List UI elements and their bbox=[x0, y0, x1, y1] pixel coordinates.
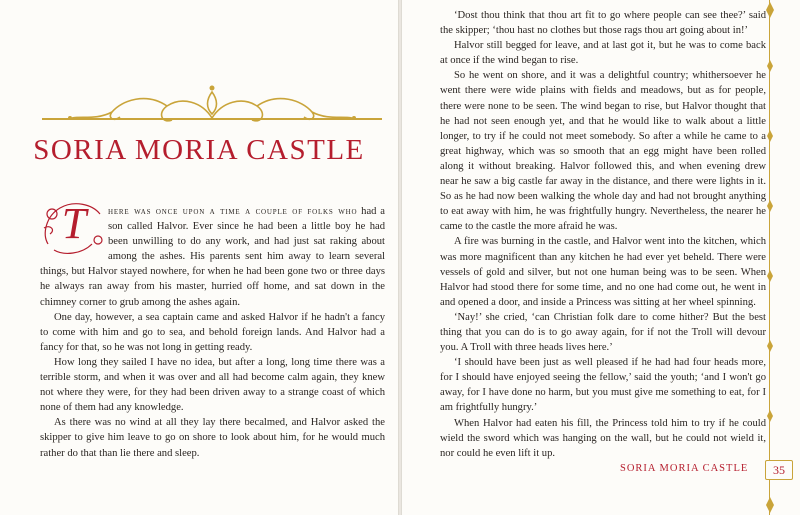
page-number: 35 bbox=[765, 460, 793, 480]
paragraph: ‘Dost thou think that thou art fit to go where people can see thee?’ said the skipper; ‘thou hast no clothes but those rags thou art going about in!’ bbox=[440, 10, 766, 37]
left-page bbox=[0, 0, 398, 515]
paragraph: ‘I should have been just as well pleased if he had had four heads more, for I should have enjoyed seeing the fellow,’ said the youth; ‘and I won't go away, for I have done no harm, but you must give me something to eat, for I am frightfully hungry.’ bbox=[440, 357, 766, 414]
paragraph-text: had a son called Halvor. Ever since he had been a little boy he had been unwilling to do any work, and had just sat raking about among the ashes. His parents sent him away to learn several things, but Halvor stayed nowhere, for when he had been gone two or three days he always ran away from his master, hurried off home, and sat down in the chimney corner to grub among the ashes again. bbox=[40, 206, 385, 308]
running-footer: SORIA MORIA CASTLE bbox=[620, 463, 749, 474]
title-ornament bbox=[42, 82, 382, 132]
drop-cap bbox=[40, 194, 108, 258]
opening-smallcaps: here was once upon a time a couple of folks who bbox=[108, 206, 358, 217]
page-border-ornament bbox=[763, 0, 777, 515]
title-rule bbox=[42, 118, 382, 120]
paragraph: A fire was burning in the castle, and Halvor went into the kitchen, which was more magnificent than any kitchen he had ever yet beheld. There were vessels of gold and silver, but not one human being was to be seen. When Halvor had stood there for some time, and no one had come out, he went in and opened a door, and inside a Princess was sitting at her wheel spinning. bbox=[440, 236, 766, 308]
paragraph: So he went on shore, and it was a delightful country; whithersoever he went there were wide plains with fields and meadows, but as for people, there were none to be seen. The wind began to rise, but Halvor thought that he had not seen enough yet, and that he would like to walk about a little longer, to try if he could not meet somebody. So after a while he came to a great highway, which was so smooth that an egg might have been rolled along it without breaking. Halvor followed this, and when evening drew near he saw a big castle far away in the distance, and there were lights in it. So as he had now been walking the whole day and had not brought anything to eat away with him, he was frightfully hungry. Nevertheless, the nearer he came to the castle the more afraid he was. bbox=[440, 70, 766, 233]
chapter-title: SORIA MORIA CASTLE bbox=[33, 134, 365, 166]
paragraph: How long they sailed I have no idea, but after a long, long time there was a terrible storm, and when it was over and all had become calm again, they knew not where they were, for they had been driven away to a strange coast of which none of them had any knowledge. bbox=[40, 356, 385, 414]
drop-cap-letter: T bbox=[61, 199, 87, 248]
paragraph: One day, however, a sea captain came and asked Halvor if he hadn't a fancy to come with him and go to sea, and behold foreign lands. And Halvor had a fancy for that, so he was not long in getting ready. bbox=[40, 311, 385, 353]
paragraph: When Halvor had eaten his fill, the Princess told him to try if he could wield the sword which was hanging on the wall, but he could not wield it, nor could he even lift it up. bbox=[440, 417, 766, 459]
paragraph: As there was no wind at all they lay there becalmed, and Halvor asked the skipper to give him leave to go on shore to look about him, for he would much rather do that than lie there and sleep. bbox=[40, 417, 385, 459]
paragraph: ‘Nay!’ she cried, ‘can Christian folk dare to come hither? But the best thing that you can do is to go away again, for if not the Troll will devour you. A Troll with three heads lives here.’ bbox=[440, 311, 766, 354]
right-page-text bbox=[440, 8, 766, 461]
paragraph: Halvor still begged for leave, and at last got it, but he was to come back at once if the wind began to rise. bbox=[440, 40, 766, 67]
